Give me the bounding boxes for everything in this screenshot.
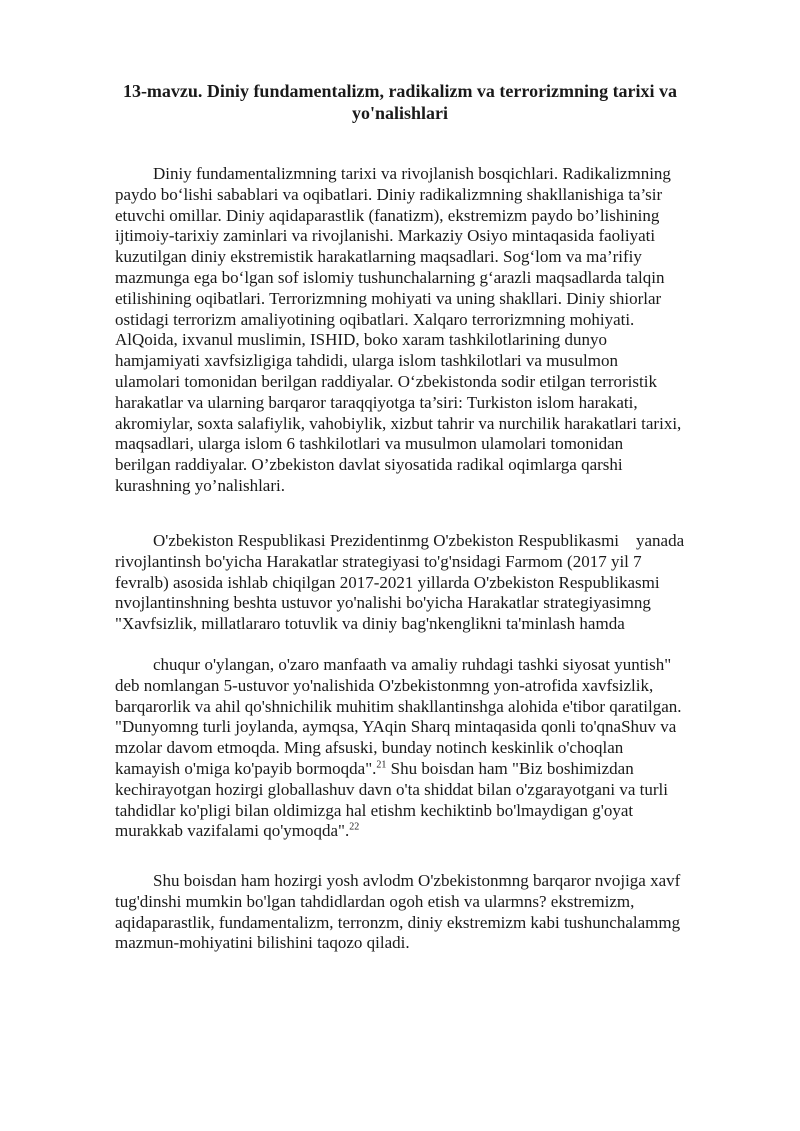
- text-line: [115, 759, 747, 780]
- text-line: [115, 821, 747, 842]
- paragraph-3: [115, 655, 747, 842]
- text-line: kechirayotgan hozirgi globallashuv davn o'ta shiddat bilan o'zgarayotgani va turli: [115, 779, 668, 799]
- text-line: aqidaparastlik, fundamentalizm, terronzm, diniy ekstremizm kabi tushunchalammg: [115, 912, 681, 932]
- text-line: ulamolari tomonidan berilgan raddiyalar. Oʻzbekistonda sodir etilgan terroristik: [115, 371, 657, 391]
- text-line: etuvchi omillar. Diniy aqidaparastlik (fanatizm), ekstremizm paydo bo’lishining: [115, 205, 660, 225]
- text-line: chuqur o'ylangan, o'zaro manfaath va amaliy ruhdagi tashki siyosat yuntish": [153, 655, 672, 674]
- text-line: berilgan raddiyalar. O’zbekiston davlat siyosatida radikal oqimlarga qarshi: [115, 455, 623, 475]
- text-line: ostidagi terrorizm amaliyotining oqibatlari. Xalqaro terrorizmning mohiyati.: [115, 309, 635, 329]
- text-line: Shu boisdan ham hozirgi yosh avlodm O'zbekistonmng barqaror nvojiga xavf: [153, 871, 681, 890]
- text-line: O'zbekiston Respublikasi Prezidentinmg O'zbekiston Respublikasmi yanada: [153, 531, 685, 550]
- text-line: AlQoida, ixvanul muslimin, ISHID, boko xaram tashkilotlarining dunyo: [115, 330, 608, 350]
- text-line: mazmun-mohiyatini bilishini taqozo qiladi.: [115, 933, 410, 953]
- text-line: "Xavfsizlik, millatlararo totuvlik va diniy bag'nkenglikni ta'minlash hamda: [115, 614, 625, 634]
- text-line: ijtimoiy-tarixiy zaminlari va rivojlanishi. Markaziy Osiyo mintaqasida faoliyati: [115, 226, 656, 246]
- text-segment: kamayish o'miga ko'payib bormoqda".: [115, 758, 377, 778]
- title-line-2: yo'nalishlari: [351, 103, 449, 123]
- text-line: deb nomlangan 5-ustuvor yo'nalishida O'zbekistonmng yon-atrofida xavfsizlik,: [115, 675, 654, 695]
- text-line: rivojlantinsh bo'yicha Harakatlar strategiyasi to'g'nsidagi Farmom (2017 yil 7: [115, 551, 642, 571]
- text-line: akromiylar, soxta salafiylik, vahobiylik, xizbut tahrir va nurchilik harakatlari tarixi,: [115, 413, 682, 433]
- text-line: hamjamiyati xavfsizligiga tahdidi, ularga islom tashkilotlari va musulmon: [115, 351, 618, 371]
- footnote-ref-21[interactable]: 21: [376, 759, 387, 771]
- text-line: etilishining oqibatlari. Terrorizmning mohiyati va uning shakllari. Diniy shiorlar: [115, 288, 662, 308]
- text-line: nvojlantinshning beshta ustuvor yo'nalishi bo'yicha Harakatlar strategiyasimng: [115, 593, 651, 613]
- text-line: "Dunyomng turli joylanda, aymqsa, YAqin Sharq mintaqasida qonli to'qnaShuv va: [115, 717, 677, 737]
- text-line: tug'dinshi mumkin bo'lgan tahdidlardan ogoh etish va ularmns? ekstremizm,: [115, 891, 635, 911]
- text-line: Diniy fundamentalizmning tarixi va rivojlanish bosqichlari. Radikalizmning: [153, 164, 671, 183]
- text-segment: murakkab vazifalami qo'ymoqda".: [115, 821, 350, 841]
- text-segment: Shu boisdan ham "Biz boshimizdan: [386, 758, 634, 778]
- paragraph-1: [115, 164, 747, 497]
- footnote-ref-22[interactable]: 22: [349, 821, 360, 833]
- text-line: barqarorlik va ahil qo'shnichilik muhitim shakllantinshga alohida e'tibor qaratilgan.: [115, 696, 682, 716]
- text-line: kuzutilgan diniy ekstremistik harakatlarning maqsadlari. Sogʻlom va ma’rifiy: [115, 247, 642, 267]
- text-line: maqsadlari, ularga islom 6 tashkilotlari va musulmon ulamolari tomonidan: [115, 434, 624, 454]
- page-title: [100, 80, 700, 124]
- paragraph-2: [115, 531, 747, 635]
- text-line: mazmunga ega boʻlgan sof islomiy tushunchalarning gʻarazli maqsadlarda talqin: [115, 267, 665, 287]
- text-line: harakatlar va ularning barqaror taraqqiyotga ta’siri: Turkiston islom harakati,: [115, 392, 638, 412]
- text-line: fevralb) asosida ishlab chiqilgan 2017-2021 yillarda O'zbekiston Respublikasmi: [115, 572, 660, 592]
- title-line-1: 13-mavzu. Diniy fundamentalizm, radikalizm va terrorizmning tarixi va: [122, 81, 678, 101]
- paragraph-4: [115, 871, 747, 954]
- text-line: tahdidlar ko'pligi bilan oldimizga hal etishm kechiktinb bo'lmaydigan g'oyat: [115, 800, 634, 820]
- text-line: kurashning yo’nalishlari.: [115, 475, 285, 495]
- text-line: paydo boʻlishi sabablari va oqibatlari. Diniy radikalizmning shakllanishiga ta’sir: [115, 184, 663, 204]
- text-line: mzolar davom etmoqda. Ming afsuski, bunday notinch keskinlik o'choqlan: [115, 738, 624, 758]
